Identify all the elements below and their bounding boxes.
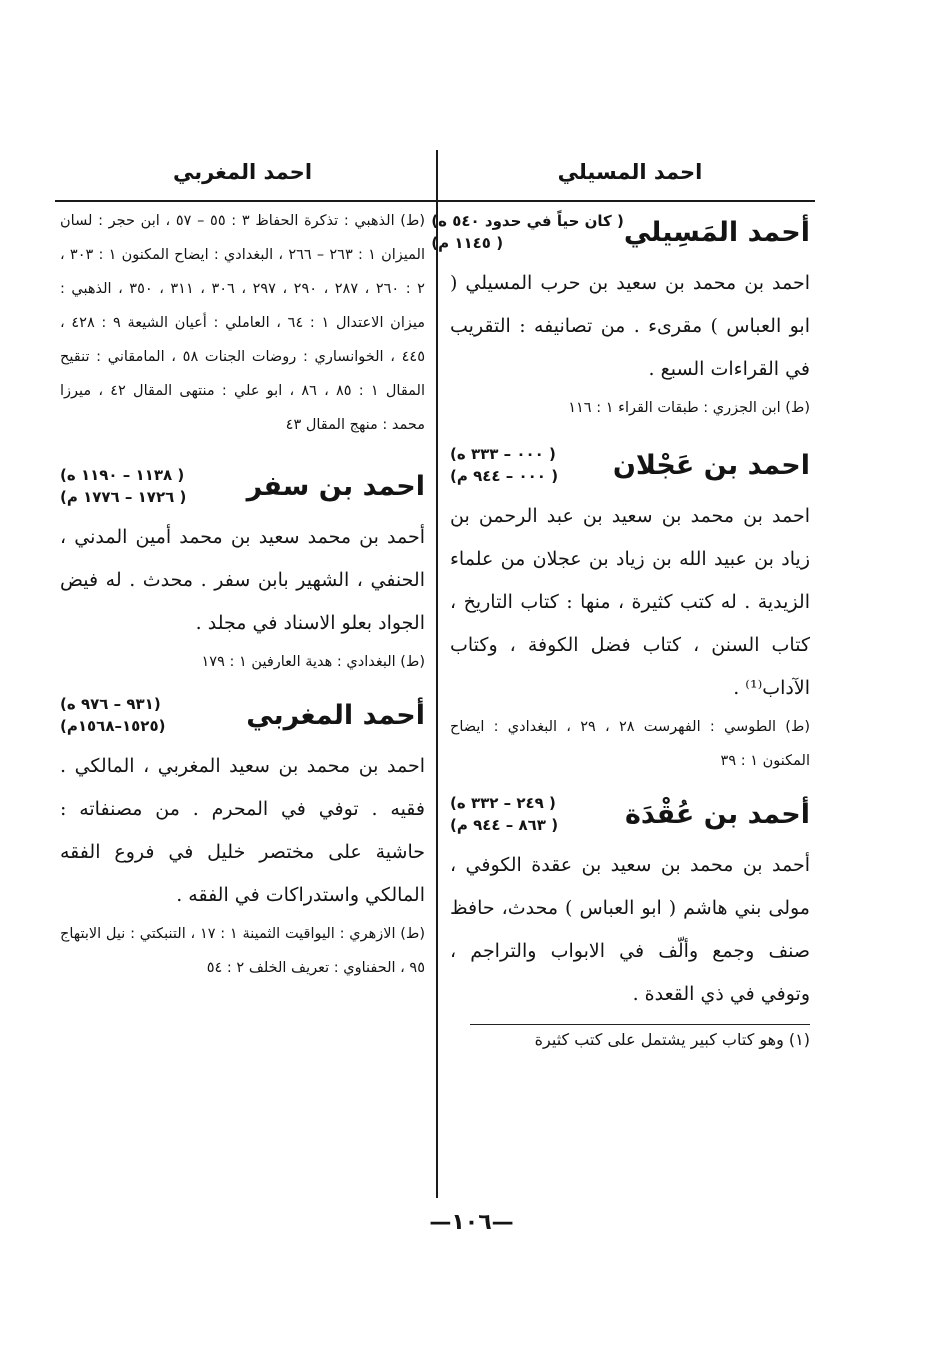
footnote: (١) وهو كتاب كبير يشتمل على كتب كثيرة bbox=[534, 1030, 810, 1049]
dates-hijri: ( ١١٣٨ – ١١٩٠ ه) bbox=[60, 466, 185, 484]
entry-name: احمد بن عَجْلان bbox=[612, 449, 810, 481]
entry-sources: (ط) ابن الجزري : طبقات القراء ١ : ١١٦ bbox=[568, 400, 810, 416]
dates-hijri: (٩٣١ – ٩٧٦ ه) bbox=[60, 695, 161, 713]
left-column bbox=[60, 150, 425, 985]
entry-body: أحمد بن محمد سعيد بن محمد أمين المدني ، الحنفي ، الشهير بابن سفر . محدث . له فيض الجواد بعلو الاسناد في مجلد . bbox=[60, 526, 425, 634]
entry-name: أحمد بن عُقْدَة bbox=[624, 798, 810, 830]
entry-ahmad-ibn-safar bbox=[60, 464, 425, 679]
entry-name: أحمد المغربي bbox=[246, 699, 425, 731]
entry-body: احمد بن محمد بن سعيد المغربي ، المالكي . فقيه . توفي في المحرم . من مصنفاته : حاشية على مختصر خليل في فروع الفقه المالكي واستدراكات في الفقه . bbox=[60, 755, 425, 906]
entry-dates bbox=[431, 210, 624, 254]
entry-dates bbox=[450, 443, 558, 487]
right-column bbox=[431, 150, 810, 1055]
dates-gregorian: ( ٠٠٠ – ٩٤٤ م) bbox=[450, 467, 559, 485]
entry-sources: (ط) الطوسي : الفهرست ٢٨ ، ٢٩ ، البغدادي : ايضاح المكنون ١ : ٣٩ bbox=[450, 719, 810, 769]
entry-heading bbox=[60, 464, 425, 508]
entry-heading bbox=[450, 792, 810, 836]
entry-ahmad-al-maghribi bbox=[60, 693, 425, 985]
entry-sources: (ط) البغدادي : هدية العارفين ١ : ١٧٩ bbox=[201, 654, 425, 670]
entry-heading bbox=[431, 210, 810, 254]
running-header-right: احمد المسيلي bbox=[557, 160, 703, 184]
dates-hijri: ( ٢٤٩ – ٣٣٢ ه) bbox=[450, 794, 556, 812]
entry-ahmad-al-masili bbox=[431, 210, 810, 425]
entry-body: احمد بن محمد بن سعيد بن عبد الرحمن بن زياد بن عبيد الله بن زياد بن عجلان من علماء الزيدية . له كتب كثيرة ، منها : كتاب التاريخ ، كتاب السنن ، كتاب فضل الكوفة ، وكتاب الآداب⁽¹⁾ . bbox=[450, 505, 810, 699]
column-divider bbox=[436, 150, 438, 1198]
entry-ahmad-ibn-uqda bbox=[450, 792, 810, 1016]
entry-sources: (ط) الازهري : اليواقيت الثمينة ١ : ١٧ ، التنبكتي : نيل الابتهاج ٩٥ ، الحفناوي : تعريف الخلف ٢ : ٥٤ bbox=[60, 926, 425, 976]
entry-dates bbox=[450, 792, 558, 836]
page-number: —١٠٦— bbox=[429, 1210, 514, 1235]
entry-body: أحمد بن محمد بن سعيد بن عقدة الكوفي ، مولى بني هاشم ( ابو العباس ) محدث، حافظ صنف وجمع وألّف في الابواب والتراجم ، وتوفي في ذي القعدة . bbox=[450, 854, 810, 1005]
dates-hijri: ( كان حياً في حدود ٥٤٠ ه) bbox=[431, 212, 624, 230]
dates-gregorian: ( ١٧٢٦ – ١٧٧٦ م) bbox=[60, 488, 187, 506]
dates-gregorian: ( ١١٤٥ م) bbox=[431, 234, 504, 252]
entry-name: أحمد المَسِيلي bbox=[623, 216, 810, 248]
entry-dates bbox=[60, 464, 186, 508]
entry-name: احمد بن سفر bbox=[246, 470, 425, 502]
entry-body: احمد بن محمد بن سعيد بن حرب المسيلي ( ابو العباس ) مقرىء . من تصانيفه : التقريب في القراءات السبع . bbox=[450, 272, 810, 380]
dates-hijri: ( ٠٠٠ – ٣٣٣ ه) bbox=[450, 445, 556, 463]
entry-ahmad-ibn-ajlan bbox=[450, 443, 810, 778]
dates-gregorian: (١٥٢٥–١٥٦٨م) bbox=[60, 717, 166, 735]
continued-sources: (ط) الذهبي : تذكرة الحفاظ ٣ : ٥٥ – ٥٧ ، ابن حجر : لسان الميزان ١ : ٢٦٣ – ٢٦٦ ، البغدادي : ايضاح المكنون ١ : ٣٠٣ ، ٢ : ٢٦٠ ، ٢٨٧ ، ٢٩٠ ، ٢٩٧ ، ٣٠٦ ، ٣١١ ، ٣٥٠ ، الذهبي : ميزان الاعتدال ١ : ٦٤ ، العاملي : أعيان الشيعة ٩ : ٤٢٨ ، ٤٤٥ ، الخوانساري : روضات الجنات ٥٨ ، المامقاني : تنقيح المقال ١ : ٨٥ ، ٨٦ ، ابو علي : منتهى المقال ٤٢ ، ميرزا محمد : منهج المقال ٤٣ bbox=[60, 213, 426, 433]
dates-gregorian: ( ٨٦٣ – ٩٤٤ م) bbox=[450, 816, 559, 834]
entry-dates bbox=[60, 693, 165, 737]
entry-heading bbox=[60, 693, 425, 737]
running-header-left: احمد المغربي bbox=[172, 160, 313, 184]
entry-heading bbox=[450, 443, 810, 487]
